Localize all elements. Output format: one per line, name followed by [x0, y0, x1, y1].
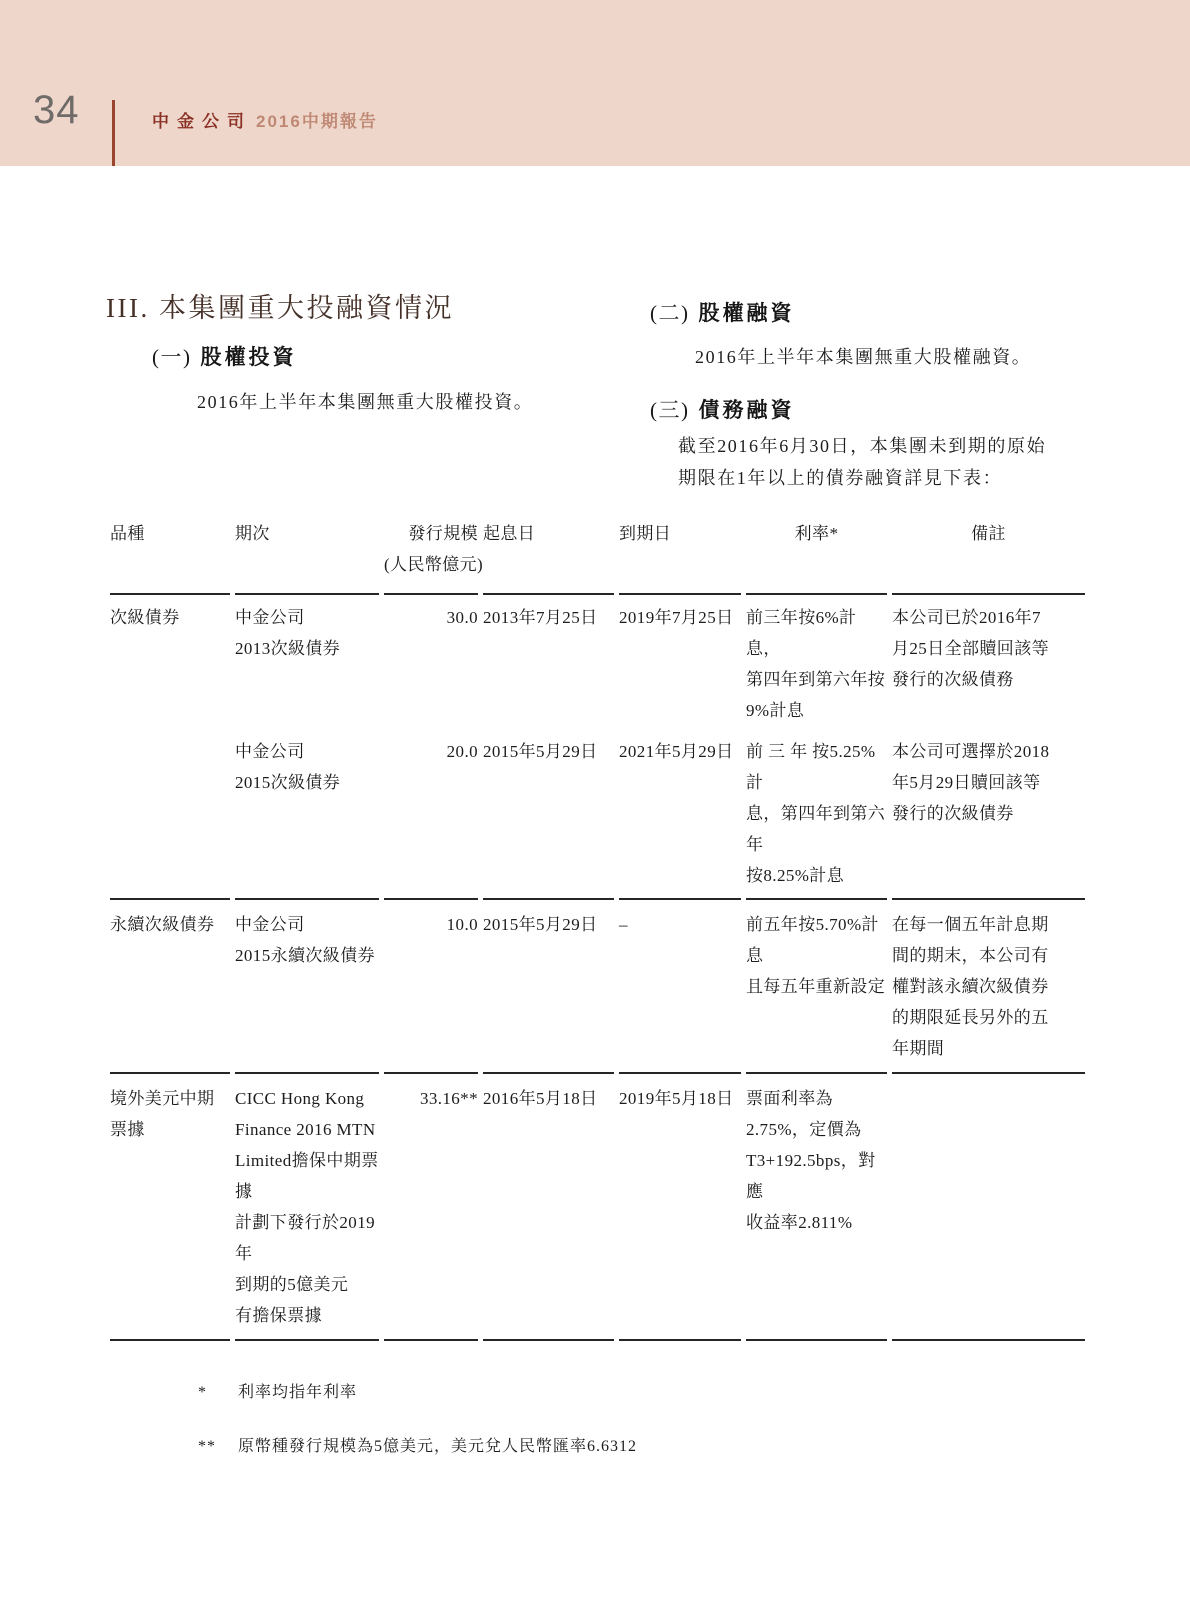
footnote-text: 利率均指年利率: [238, 1384, 358, 1401]
table-row-usd-mtn: [110, 1074, 1085, 1341]
subsection-2-label: (二): [650, 301, 690, 325]
cell-type-usd-mtn: 境外美元中期票據: [110, 1074, 230, 1341]
cell-remark: 本公司已於2016年7 月25日全部贖回該等 發行的次級債務: [892, 608, 1049, 689]
debt-financing-table: [105, 512, 1090, 1341]
col-header-size: [384, 512, 484, 595]
cell-size: 30.0: [446, 608, 478, 627]
company-name: 中金公司: [152, 112, 252, 131]
table-row-subordinated-2013: [110, 595, 1085, 726]
cell-series: 中金公司 2015次級債券: [235, 726, 379, 900]
subsection-3-heading: [650, 396, 795, 424]
col-header-maturity: 到期日: [619, 512, 741, 595]
col-header-remark: 備註: [892, 512, 1085, 595]
cell-maturity: 2019年7月25日: [619, 608, 734, 627]
footnote-single-asterisk: [198, 1381, 1091, 1405]
subsection-2-body: 2016年上半年本集團無重大股權融資。: [695, 347, 1032, 367]
cell-series: 中金公司 2013次級債券: [235, 608, 341, 658]
col-header-rate: 利率*: [746, 512, 887, 595]
cell-start-date: 2016年5月18日: [483, 1074, 614, 1341]
cell-size: 33.16**: [384, 1074, 478, 1341]
col-header-start-date: 起息日: [483, 512, 614, 595]
table-header-row: [110, 512, 1085, 595]
cell-remark: [892, 1074, 1085, 1341]
footnote-marker: **: [198, 1438, 216, 1455]
subsection-1-body: 2016年上半年本集團無重大股權投資。: [197, 392, 534, 412]
page-header-band: [0, 0, 1190, 166]
cell-maturity: 2019年5月18日: [619, 1074, 741, 1341]
subsection-1-label: (一): [152, 345, 192, 369]
cell-remark: 在每一個五年計息期 間的期末，本公司有 權對該永續次級債券 的期限延長另外的五 年期間: [892, 900, 1085, 1074]
cell-series: 中金公司 2015永續次級債券: [235, 900, 379, 1074]
col-header-size-unit: (人民幣億元): [384, 555, 484, 574]
table-row-perpetual: [110, 900, 1085, 1074]
subsection-3-title: 債務融資: [698, 398, 795, 422]
header-divider-line: [112, 100, 115, 166]
cell-rate: 前五年按5.70%計息 且每五年重新設定: [746, 900, 887, 1074]
cell-start-date: 2013年7月25日: [483, 608, 598, 627]
col-header-size-label: 發行規模: [408, 524, 478, 543]
cell-rate: 前三年按6%計息， 第四年到第六年按 9%計息: [746, 608, 886, 720]
footnote-text: 原幣種發行規模為5億美元，美元兌人民幣匯率6.6312: [238, 1438, 638, 1455]
section-iii-heading: III. 本集團重大投融資情況: [106, 293, 454, 323]
cell-start-date: 2015年5月29日: [483, 726, 614, 900]
debt-table-container: [105, 512, 1091, 1459]
table-row-subordinated-2015: [110, 726, 1085, 900]
subsection-2-title: 股權融資: [698, 301, 795, 325]
cell-series: CICC Hong Kong Finance 2016 MTN Limited擔保中期票據 計劃下發行於2019年 到期的5億美元 有擔保票據: [235, 1074, 379, 1341]
cell-size: 10.0: [384, 900, 478, 1074]
cell-remark: 本公司可選擇於2018 年5月29日贖回該等 發行的次級債券: [892, 726, 1085, 900]
col-header-series: 期次: [235, 512, 379, 595]
cell-rate: 票面利率為 2.75%，定價為 T3+192.5bps，對應 收益率2.811%: [746, 1074, 887, 1341]
footnote-marker: *: [198, 1384, 207, 1401]
cell-type-perpetual: 永續次級債券: [110, 900, 230, 1074]
page-number: 34: [33, 88, 80, 132]
cell-rate: 前 三 年 按5.25%計 息，第四年到第六年 按8.25%計息: [746, 726, 887, 900]
cell-type-subordinated: 次級債券: [110, 595, 230, 900]
cell-size: 20.0: [384, 726, 478, 900]
col-header-type: 品種: [110, 512, 230, 595]
subsection-2-heading: [650, 299, 795, 327]
subsection-1-title: 股權投資: [200, 345, 297, 369]
report-title: 2016中期報告: [256, 112, 378, 131]
subsection-1-heading: [152, 343, 297, 371]
subsection-3-body: 截至2016年6月30日，本集團未到期的原始 期限在1年以上的債券融資詳見下表：: [678, 436, 1047, 488]
cell-start-date: 2015年5月29日: [483, 900, 614, 1074]
cell-maturity: –: [619, 900, 741, 1074]
subsection-3-label: (三): [650, 398, 690, 422]
cell-maturity: 2021年5月29日: [619, 726, 741, 900]
footnote-double-asterisk: [198, 1435, 1091, 1459]
